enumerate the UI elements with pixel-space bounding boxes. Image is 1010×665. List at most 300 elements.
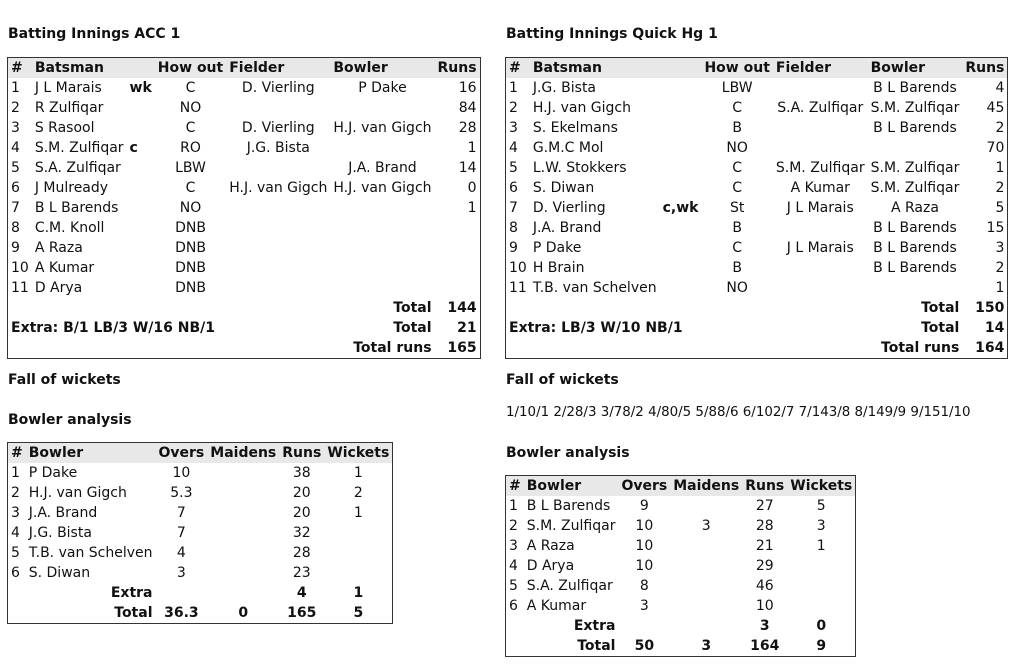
bowler-name: S. Diwan xyxy=(28,565,91,581)
row-number: 7 xyxy=(509,200,518,216)
table-row xyxy=(8,523,393,543)
table-header-row xyxy=(8,443,393,464)
extras-total-label: Total xyxy=(393,320,432,336)
batsman-name: S Rasool xyxy=(34,120,95,136)
table-row xyxy=(8,238,481,258)
col-bowler: Bowler xyxy=(870,60,926,76)
batsman-tag: c,wk xyxy=(662,200,699,216)
bowler-name: S.M. Zulfiqar xyxy=(526,518,616,534)
runs: 21 xyxy=(755,538,774,554)
total-value: 150 xyxy=(975,300,1005,316)
bowler-name: J.G. Bista xyxy=(28,525,92,541)
row-number: 1 xyxy=(509,80,518,96)
extras-total-label: Total xyxy=(921,320,960,336)
table-row xyxy=(506,98,1008,118)
table-row xyxy=(8,258,481,278)
runs: 2 xyxy=(995,120,1005,136)
table-row xyxy=(506,516,856,536)
maidens: 3 xyxy=(701,518,711,534)
fielder-name: H.J. van Gigch xyxy=(229,180,328,196)
batsman-name: D. Vierling xyxy=(532,200,606,216)
table-row xyxy=(8,218,481,238)
left-batting-table xyxy=(7,57,481,359)
runs: 23 xyxy=(292,565,311,581)
table-row xyxy=(506,536,856,556)
runs: 4 xyxy=(995,80,1005,96)
table-row xyxy=(506,158,1008,178)
how-out: C xyxy=(185,80,196,96)
table-row xyxy=(506,496,856,516)
batsman-tag xyxy=(660,178,702,198)
batsman-tag xyxy=(127,218,155,238)
how-out: C xyxy=(732,240,743,256)
batsman-name: S. Ekelmans xyxy=(532,120,618,136)
col-fielder: Fielder xyxy=(775,60,831,76)
bowler-name xyxy=(330,198,434,218)
row-number: 6 xyxy=(11,180,20,196)
wickets xyxy=(324,563,393,583)
maidens xyxy=(670,496,742,516)
bowl-total-overs: 50 xyxy=(634,638,655,654)
batsman-tag xyxy=(127,98,155,118)
batsman-name: B L Barends xyxy=(34,200,119,216)
row-number: 6 xyxy=(11,565,20,581)
col-bowler: Bowler xyxy=(28,445,84,461)
row-number: 4 xyxy=(11,525,20,541)
row-number: 5 xyxy=(509,160,518,176)
table-row xyxy=(506,138,1008,158)
batsman-tag xyxy=(660,98,702,118)
total-runs-value: 164 xyxy=(975,340,1005,356)
bowl-total-label: Total xyxy=(114,605,153,621)
col-num: # xyxy=(11,60,23,76)
bowler-name xyxy=(868,278,963,298)
table-header-row xyxy=(506,58,1008,79)
table-row xyxy=(506,198,1008,218)
batsman-tag xyxy=(660,278,702,298)
col-batsman: Batsman xyxy=(532,60,602,76)
fielder-name xyxy=(773,78,868,98)
bowler-name xyxy=(330,218,434,238)
fielder-name xyxy=(773,218,868,238)
overs: 9 xyxy=(639,498,649,514)
how-out: C xyxy=(732,180,743,196)
row-number: 9 xyxy=(11,240,20,256)
how-out: NO xyxy=(179,200,202,216)
extras-row xyxy=(506,318,1008,338)
wickets: 1 xyxy=(816,538,826,554)
table-row xyxy=(8,483,393,503)
col-runs: Runs xyxy=(437,60,477,76)
row-number: 1 xyxy=(509,498,518,514)
col-num: # xyxy=(509,478,521,494)
row-number: 4 xyxy=(509,558,518,574)
col-tag xyxy=(127,58,155,79)
bowl-total-runs: 165 xyxy=(287,605,317,621)
table-header-row xyxy=(506,476,856,497)
bowl-total-row xyxy=(506,636,856,657)
runs: 38 xyxy=(292,465,311,481)
bowler-name: B L Barends xyxy=(873,80,957,96)
maidens xyxy=(207,483,279,503)
bowler-name: H.J. van Gigch xyxy=(28,485,127,501)
extras-total-value: 14 xyxy=(984,320,1005,336)
table-row xyxy=(8,198,481,218)
overs: 10 xyxy=(635,558,654,574)
runs: 29 xyxy=(755,558,774,574)
runs: 2 xyxy=(995,180,1005,196)
bowler-name: A Raza xyxy=(890,200,939,216)
bowl-total-wickets: 5 xyxy=(353,605,364,621)
total-runs-label: Total runs xyxy=(353,340,432,356)
table-row xyxy=(506,118,1008,138)
batsman-name: J.A. Brand xyxy=(532,220,602,236)
bowler-name xyxy=(330,238,434,258)
fielder-name xyxy=(226,278,330,298)
bowl-total-overs: 36.3 xyxy=(164,605,199,621)
wickets: 3 xyxy=(816,518,826,534)
bowl-total-row xyxy=(8,603,393,624)
col-runs: Runs xyxy=(965,60,1005,76)
table-row xyxy=(8,463,393,483)
overs: 8 xyxy=(639,578,649,594)
row-number: 9 xyxy=(509,240,518,256)
runs xyxy=(435,258,481,278)
how-out: NO xyxy=(726,280,748,296)
row-number: 3 xyxy=(11,120,20,136)
bowler-name: S.M. Zulfiqar xyxy=(870,100,960,116)
overs: 4 xyxy=(176,545,186,561)
row-number: 11 xyxy=(509,280,527,296)
table-row xyxy=(8,78,481,98)
wickets xyxy=(324,543,393,563)
table-row xyxy=(506,576,856,596)
bowl-total-maidens: 3 xyxy=(701,638,712,654)
right-fow-title: Fall of wickets xyxy=(506,372,619,388)
runs: 2 xyxy=(995,260,1005,276)
batsman-name: D Arya xyxy=(34,280,83,296)
batsman-tag xyxy=(660,258,702,278)
row-number: 2 xyxy=(509,100,518,116)
how-out: NO xyxy=(726,140,748,156)
table-row xyxy=(8,118,481,138)
row-number: 2 xyxy=(11,100,20,116)
fielder-name xyxy=(226,158,330,178)
bowler-name: B L Barends xyxy=(873,120,957,136)
runs: 3 xyxy=(995,240,1005,256)
row-number: 2 xyxy=(11,485,20,501)
bowler-name xyxy=(868,138,963,158)
row-number: 3 xyxy=(509,120,518,136)
bowl-extra-label: Extra xyxy=(573,618,616,634)
batsman-tag xyxy=(660,138,702,158)
fielder-name: A Kumar xyxy=(790,180,850,196)
col-batsman: Batsman xyxy=(34,60,104,76)
batsman-tag: c xyxy=(129,140,138,156)
table-row xyxy=(8,278,481,298)
batsman-tag xyxy=(660,218,702,238)
bowler-name: T.B. van Schelven xyxy=(28,545,153,561)
left-bowling-table xyxy=(7,442,393,624)
row-number: 5 xyxy=(11,160,20,176)
row-number: 2 xyxy=(509,518,518,534)
table-row xyxy=(8,98,481,118)
how-out: C xyxy=(185,180,196,196)
batsman-tag xyxy=(660,158,702,178)
overs: 10 xyxy=(172,465,191,481)
total-row xyxy=(506,298,1008,318)
batsman-name: J L Marais xyxy=(34,80,102,96)
runs xyxy=(435,218,481,238)
total-label: Total xyxy=(921,300,960,316)
wickets xyxy=(324,523,393,543)
col-overs: Overs xyxy=(621,478,668,494)
how-out: LBW xyxy=(721,80,753,96)
wickets xyxy=(787,556,856,576)
col-num: # xyxy=(11,445,23,461)
batsman-tag xyxy=(127,238,155,258)
bowler-name: D Arya xyxy=(526,558,575,574)
runs: 70 xyxy=(986,140,1005,156)
table-row xyxy=(8,158,481,178)
total-runs-row xyxy=(506,338,1008,359)
batsman-name: A Kumar xyxy=(34,260,95,276)
fielder-name xyxy=(773,258,868,278)
batsman-tag xyxy=(127,278,155,298)
row-number: 6 xyxy=(509,180,518,196)
bowl-extra-label: Extra xyxy=(110,585,153,601)
col-wickets: Wickets xyxy=(790,478,853,494)
table-row xyxy=(8,503,393,523)
runs: 45 xyxy=(986,100,1005,116)
batsman-name: J.G. Bista xyxy=(532,80,597,96)
batsman-name: H Brain xyxy=(532,260,585,276)
table-header-row xyxy=(8,58,481,79)
bowler-name: B L Barends xyxy=(873,240,957,256)
row-number: 5 xyxy=(11,545,20,561)
table-row xyxy=(8,563,393,583)
left-innings-title: Batting Innings ACC 1 xyxy=(8,26,181,42)
bowler-name: H.J. van Gigch xyxy=(333,180,432,196)
fielder-name xyxy=(773,278,868,298)
runs: 28 xyxy=(755,518,774,534)
maidens xyxy=(670,596,742,616)
table-row xyxy=(506,596,856,616)
fielder-name: J.G. Bista xyxy=(246,140,310,156)
row-number: 8 xyxy=(509,220,518,236)
batsman-name: S.A. Zulfiqar xyxy=(34,160,121,176)
bowler-name: S.M. Zulfiqar xyxy=(870,160,960,176)
fielder-name: S.M. Zulfiqar xyxy=(775,160,865,176)
fielder-name: S.A. Zulfiqar xyxy=(777,100,864,116)
right-innings-title: Batting Innings Quick Hg 1 xyxy=(506,26,718,42)
col-maidens: Maidens xyxy=(210,445,277,461)
col-how-out: How out xyxy=(157,60,224,76)
row-number: 1 xyxy=(11,80,20,96)
maidens xyxy=(207,543,279,563)
right-bowling-table xyxy=(505,475,856,657)
runs: 1 xyxy=(995,280,1005,296)
table-row xyxy=(506,258,1008,278)
bowl-total-runs: 164 xyxy=(750,638,780,654)
row-number: 4 xyxy=(11,140,20,156)
batsman-tag xyxy=(127,198,155,218)
runs: 1 xyxy=(995,160,1005,176)
batsman-tag: wk xyxy=(129,80,152,96)
row-number: 4 xyxy=(509,140,518,156)
how-out: C xyxy=(732,100,743,116)
batsman-tag xyxy=(127,258,155,278)
row-number: 5 xyxy=(509,578,518,594)
fielder-name xyxy=(226,218,330,238)
col-maidens: Maidens xyxy=(673,478,740,494)
batsman-name: J Mulready xyxy=(34,180,109,196)
row-number: 6 xyxy=(509,598,518,614)
how-out: B xyxy=(732,220,742,236)
bowler-name xyxy=(330,278,434,298)
fielder-name: J L Marais xyxy=(786,240,854,256)
fielder-name xyxy=(773,118,868,138)
maidens xyxy=(207,563,279,583)
batsman-name: T.B. van Schelven xyxy=(532,280,657,296)
batsman-name: G.M.C Mol xyxy=(532,140,604,156)
fielder-name: J L Marais xyxy=(786,200,854,216)
bowler-name: J.A. Brand xyxy=(348,160,417,176)
how-out: B xyxy=(732,260,742,276)
extras-breakdown: Extra: LB/3 W/10 NB/1 xyxy=(509,320,683,336)
how-out: RO xyxy=(180,140,201,156)
wickets: 5 xyxy=(816,498,826,514)
bowler-name: A Kumar xyxy=(526,598,587,614)
col-runs: Runs xyxy=(282,445,322,461)
maidens xyxy=(670,576,742,596)
overs: 3 xyxy=(176,565,186,581)
bowler-name: B L Barends xyxy=(873,260,957,276)
how-out: C xyxy=(185,120,196,136)
fielder-name: D. Vierling xyxy=(241,120,315,136)
total-value: 144 xyxy=(447,300,477,316)
runs: 16 xyxy=(458,80,477,96)
bowler-name: P Dake xyxy=(358,80,407,96)
row-number: 3 xyxy=(509,538,518,554)
col-num: # xyxy=(509,60,521,76)
runs: 14 xyxy=(458,160,477,176)
right-bowler-title: Bowler analysis xyxy=(506,445,630,461)
wickets xyxy=(787,576,856,596)
runs: 1 xyxy=(467,140,477,156)
col-how-out: How out xyxy=(704,60,770,76)
batsman-name: A Raza xyxy=(34,240,83,256)
bowler-name xyxy=(330,98,434,118)
bowl-extra-runs: 3 xyxy=(759,618,770,634)
batsman-name: H.J. van Gigch xyxy=(532,100,631,116)
wickets xyxy=(787,596,856,616)
batsman-tag xyxy=(660,238,702,258)
batsman-name: C.M. Knoll xyxy=(34,220,105,236)
col-overs: Overs xyxy=(158,445,205,461)
fielder-name xyxy=(226,258,330,278)
runs: 84 xyxy=(458,100,477,116)
how-out: DNB xyxy=(175,240,206,256)
extras-total-value: 21 xyxy=(457,320,477,336)
bowler-name: P Dake xyxy=(28,465,78,481)
fielder-name xyxy=(226,238,330,258)
runs: 10 xyxy=(755,598,774,614)
extras-row xyxy=(8,318,481,338)
total-label: Total xyxy=(393,300,432,316)
runs: 28 xyxy=(458,120,477,136)
overs: 5.3 xyxy=(170,485,193,501)
bowler-name: B L Barends xyxy=(873,220,957,236)
table-row xyxy=(506,218,1008,238)
fielder-name xyxy=(226,198,330,218)
bowler-name: J.A. Brand xyxy=(28,505,98,521)
runs: 32 xyxy=(292,525,311,541)
how-out: B xyxy=(732,120,742,136)
runs: 20 xyxy=(292,505,311,521)
table-row xyxy=(506,78,1008,98)
total-runs-label: Total runs xyxy=(881,340,960,356)
maidens xyxy=(670,536,742,556)
runs: 1 xyxy=(467,200,477,216)
fielder-name xyxy=(773,138,868,158)
col-fielder: Fielder xyxy=(229,60,285,76)
table-row xyxy=(8,138,481,158)
bowl-total-label: Total xyxy=(577,638,616,654)
row-number: 3 xyxy=(11,505,20,521)
total-runs-value: 165 xyxy=(447,340,477,356)
overs: 10 xyxy=(635,538,654,554)
left-bowler-title: Bowler analysis xyxy=(8,412,132,428)
overs: 3 xyxy=(639,598,649,614)
left-fow-title: Fall of wickets xyxy=(8,372,121,388)
runs: 28 xyxy=(292,545,311,561)
runs: 27 xyxy=(755,498,774,514)
col-wickets: Wickets xyxy=(327,445,390,461)
batsman-tag xyxy=(127,178,155,198)
right-batting-table xyxy=(505,57,1008,359)
batsman-name: L.W. Stokkers xyxy=(532,160,627,176)
table-row xyxy=(506,178,1008,198)
runs: 0 xyxy=(467,180,477,196)
fielder-name: D. Vierling xyxy=(241,80,315,96)
how-out: DNB xyxy=(175,280,206,296)
bowler-name xyxy=(330,138,434,158)
batsman-tag xyxy=(660,78,702,98)
row-number: 10 xyxy=(11,260,29,276)
bowler-name: S.A. Zulfiqar xyxy=(526,578,613,594)
bowler-name: A Raza xyxy=(526,538,575,554)
bowler-name: B L Barends xyxy=(526,498,611,514)
wickets: 1 xyxy=(353,505,363,521)
table-row xyxy=(506,556,856,576)
col-bowler: Bowler xyxy=(333,60,388,76)
runs: 5 xyxy=(995,200,1005,216)
bowl-extra-wickets: 1 xyxy=(353,585,364,601)
batsman-tag xyxy=(660,118,702,138)
table-row xyxy=(506,238,1008,258)
bowl-extra-row xyxy=(8,583,393,603)
maidens xyxy=(207,523,279,543)
maidens xyxy=(670,556,742,576)
row-number: 10 xyxy=(509,260,527,276)
runs: 46 xyxy=(755,578,774,594)
wickets: 2 xyxy=(353,485,363,501)
bowl-extra-wickets: 0 xyxy=(816,618,827,634)
batsman-name: R Zulfiqar xyxy=(34,100,104,116)
overs: 10 xyxy=(635,518,654,534)
maidens xyxy=(207,503,279,523)
